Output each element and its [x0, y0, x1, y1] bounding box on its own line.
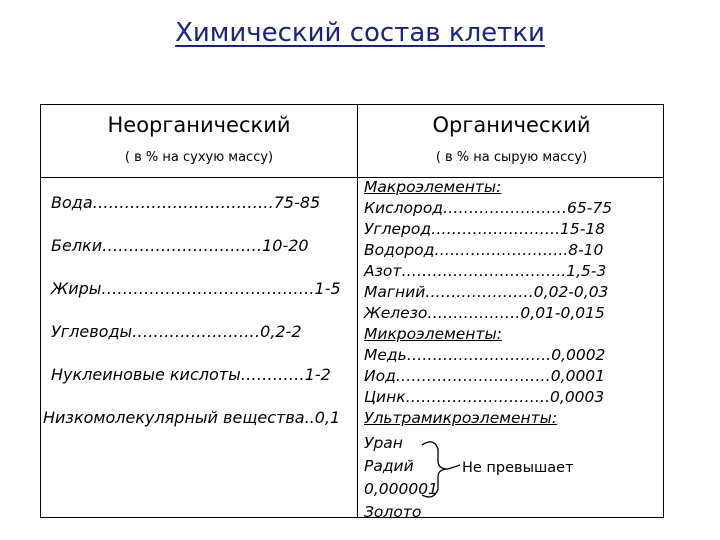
list-item: Низкомолекулярный вещества..0,1 — [43, 408, 341, 427]
ultra-note: Не превышает — [462, 460, 574, 476]
list-item: Иод…………………………0,0001 — [364, 367, 606, 385]
organic-subheader: ( в % на сырую массу) — [435, 150, 588, 165]
brace-icon — [420, 439, 464, 499]
list-item: Кислород……………………65-75 — [364, 199, 613, 217]
inorganic-header: Неорганический — [107, 113, 291, 137]
list-item: Углерод…………………….15-18 — [364, 220, 606, 238]
column-divider — [357, 105, 358, 517]
list-item: Белки…………………………10-20 — [51, 236, 309, 255]
inorganic-subheader: ( в % на сухую массу) — [124, 150, 274, 165]
list-item: Радий — [364, 457, 414, 475]
list-item: Магний…………………0,02-0,03 — [364, 283, 609, 301]
list-item: Нуклеиновые кислоты…………1-2 — [51, 365, 331, 384]
header-separator — [41, 177, 663, 178]
micro-title: Микроэлементы: — [364, 325, 502, 343]
list-item: Жиры………………………………….1-5 — [51, 279, 341, 298]
list-item: Уран — [364, 434, 403, 452]
list-item: Медь……………………….0,0002 — [364, 346, 606, 364]
composition-table — [40, 104, 664, 521]
list-item: Углеводы……………………0,2-2 — [51, 322, 302, 341]
list-item: Вода…………………………….75-85 — [51, 193, 321, 212]
organic-header: Органический — [432, 113, 591, 137]
list-item: Золото — [364, 503, 422, 521]
list-item: Железо………………0,01-0,015 — [364, 304, 605, 322]
list-item: 0,000001 — [364, 480, 438, 498]
list-item: Цинк……………………….0,0003 — [364, 388, 605, 406]
macro-title: Макроэлементы: — [364, 178, 502, 196]
list-item: Азот…………………………..1,5-3 — [364, 262, 607, 280]
list-item: Водород……………………..8-10 — [364, 241, 604, 259]
ultra-title: Ультрамикроэлементы: — [364, 409, 558, 427]
page-title: Химический состав клетки — [175, 18, 545, 48]
